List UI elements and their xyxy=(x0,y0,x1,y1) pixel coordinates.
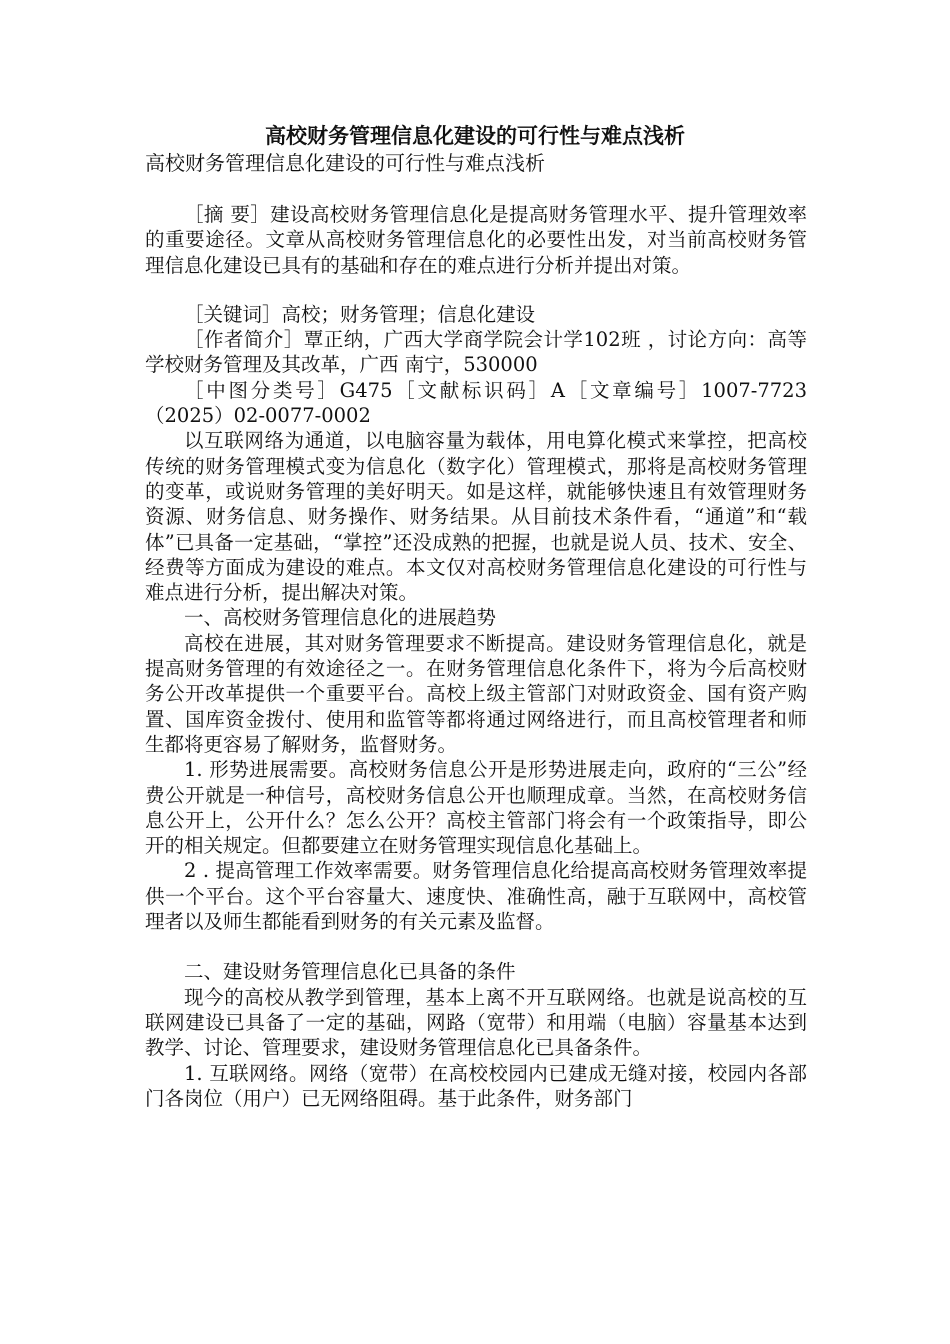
keywords-paragraph: ［关键词］高校；财务管理；信息化建设 xyxy=(184,302,536,326)
intro-paragraph: 以互联网络为通道，以电脑容量为载体，用电算化模式来掌控，把高校传统的财务管理模式变为信息化（数字化）管理模式，那将是高校财务管理的变革，或说财务管理的美好明天。如是这样，就能够快速且有效管理财务资源、财务信息、财务操作、财务结果。从目前技术条件看，“通道”和“载体”已具备一定基础，“掌控”还没成熟的把握，也就是说人员、技术、安全、经费等方面成为建设的难点。本文仅对高校财务管理信息化建设的可行性与难点进行分析，提出解决对策。 xyxy=(145,429,807,605)
section1-item1: 1. 形势进展需要。高校财务信息公开是形势进展走向，政府的“三公”经费公开就是一种信号，高校财务信息公开也顺理成章。当然，在高校财务信息公开上，公开什么？怎么公开？高校主管部门将会有一个政策指导，即公开的相关规定。但都要建立在财务管理实现信息化基础上。 xyxy=(145,758,807,858)
section2-item1: 1. 互联网络。网络（宽带）在高校校园内已建成无缝对接，校园内各部门各岗位（用户）已无网络阻碍。基于此条件，财务部门 xyxy=(145,1061,807,1110)
section1-paragraph: 高校在进展，其对财务管理要求不断提高。建设财务管理信息化，就是提高财务管理的有效途径之一。在财务管理信息化条件下，将为今后高校财务公开改革提供一个重要平台。高校上级主管部门对财政资金、国有资产购置、国库资金拨付、使用和监管等都将通过网络进行，而且高校管理者和师生都将更容易了解财务，监督财务。 xyxy=(145,631,807,756)
document-title: 高校财务管理信息化建设的可行性与难点浅析 xyxy=(265,123,685,148)
section1-heading: 一、高校财务管理信息化的进展趋势 xyxy=(184,606,497,630)
classification-paragraph: ［中图分类号］G475［文献标识码］A［文章编号］1007-7723（2025）02-0077-0002 xyxy=(145,378,807,428)
author-paragraph: ［作者简介］覃正纳，广西大学商学院会计学102班 ，讨论方向：高等学校财务管理及其改革，广西 南宁，530000 xyxy=(145,328,807,377)
abstract-paragraph: ［摘 要］建设高校财务管理信息化是提高财务管理水平、提升管理效率的重要途径。文章从高校财务管理信息化的必要性出发，对当前高校财务管理信息化建设已具有的基础和存在的难点进行分析并提出对策。 xyxy=(145,203,807,277)
section2-heading: 二、建设财务管理信息化已具备的条件 xyxy=(184,960,516,984)
section2-paragraph: 现今的高校从教学到管理，基本上离不开互联网络。也就是说高校的互联网建设已具备了一定的基础，网路（宽带）和用端（电脑）容量基本达到教学、讨论、管理要求，建设财务管理信息化已具备条件。 xyxy=(145,985,807,1060)
section1-item2: 2 . 提高管理工作效率需要。财务管理信息化给提高高校财务管理效率提供一个平台。这个平台容量大、速度快、准确性高，融于互联网中，高校管理者以及师生都能看到财务的有关元素及监督。 xyxy=(145,859,807,934)
document-subtitle: 高校财务管理信息化建设的可行性与难点浅析 xyxy=(145,151,545,175)
document-body xyxy=(145,202,807,1111)
